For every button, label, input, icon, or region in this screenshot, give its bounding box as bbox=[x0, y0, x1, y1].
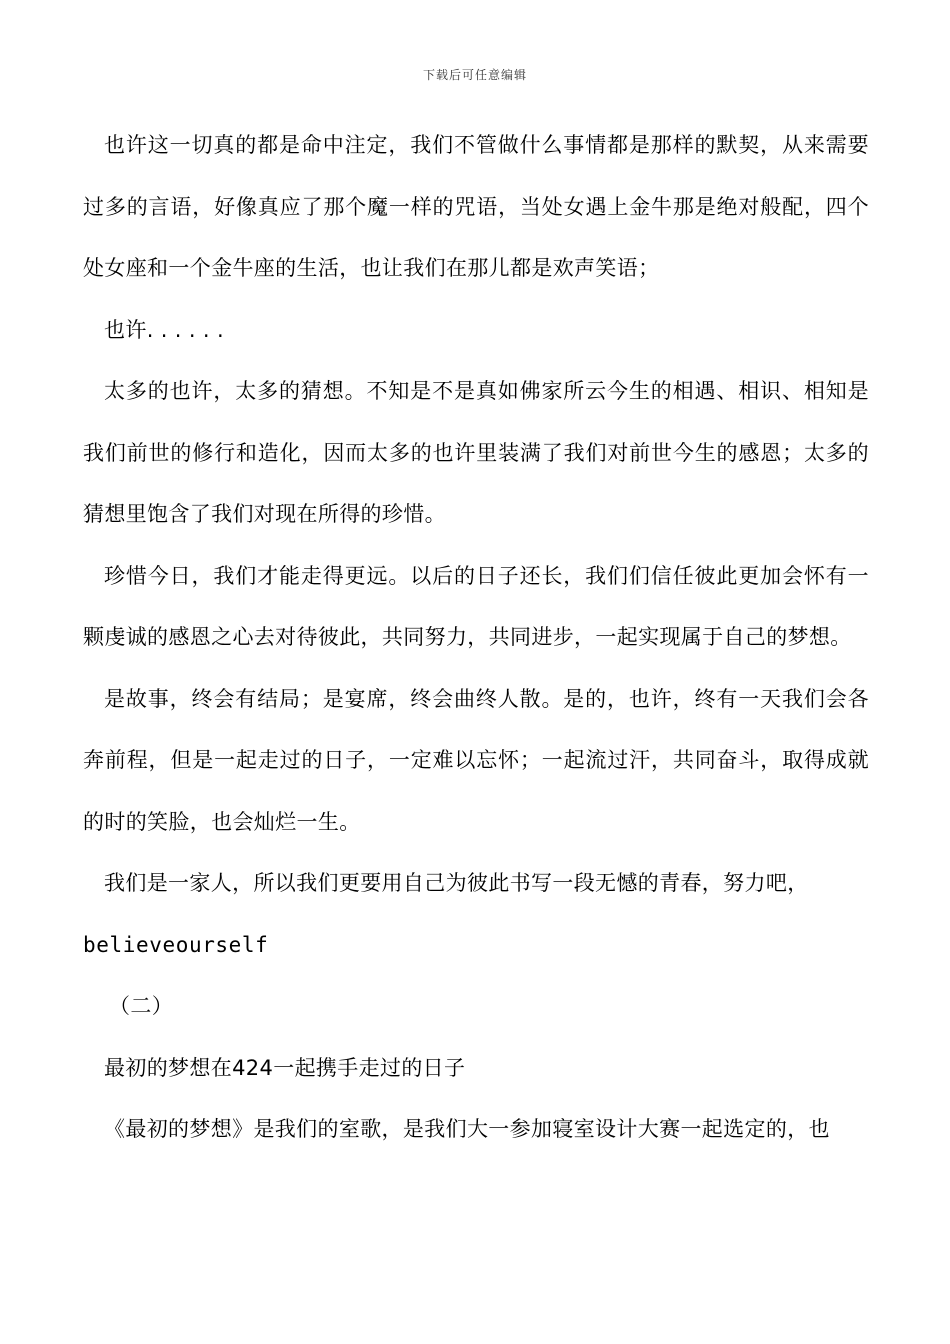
document-body bbox=[83, 115, 869, 1161]
paragraph-2: 也许. . . . . . bbox=[104, 317, 224, 342]
paragraph-4: 珍惜今日，我们才能走得更远。以后的日子还长，我们们信任彼此更加会怀有一颗虔诚的感恩之心去对待彼此，共同努力，共同进步，一起实现属于自己的梦想。 bbox=[83, 563, 869, 649]
paragraph-3: 太多的也许，太多的猜想。不知是不是真如佛家所云今生的相遇、相识、相知是我们前世的修行和造化，因而太多的也许里装满了我们对前世今生的感恩；太多的猜想里饱含了我们对现在所得的珍惜。 bbox=[83, 379, 869, 526]
section-number: （二） bbox=[109, 994, 174, 1018]
paragraph-1: 也许这一切真的都是命中注定，我们不管做什么事情都是那样的默契，从来需要过多的言语，好像真应了那个魔一样的咒语，当处女遇上金牛那是绝对般配，四个处女座和一个金牛座的生活，也让我们在那儿都是欢声笑语； bbox=[83, 133, 869, 280]
paragraph-6: 我们是一家人，所以我们更要用自己为彼此书写一段无憾的青春，努力吧， bbox=[104, 871, 809, 895]
paragraph-5: 是故事，终会有结局；是宴席，终会曲终人散。是的，也许，终有一天我们会各奔前程，但是一起走过的日子，一定难以忘怀；一起流过汗，共同奋斗，取得成就的时的笑脸，也会灿烂一生。 bbox=[83, 686, 869, 834]
page-header: 下载后可任意编辑 bbox=[422, 68, 527, 82]
paragraph-7: 《最初的梦想》是我们的室歌，是我们大一参加寝室设计大赛一起选定的，也 bbox=[104, 1117, 830, 1141]
paragraph-english-line: believeourself bbox=[83, 932, 269, 957]
section-title: 最初的梦想在424一起携手走过的日子 bbox=[104, 1055, 466, 1080]
